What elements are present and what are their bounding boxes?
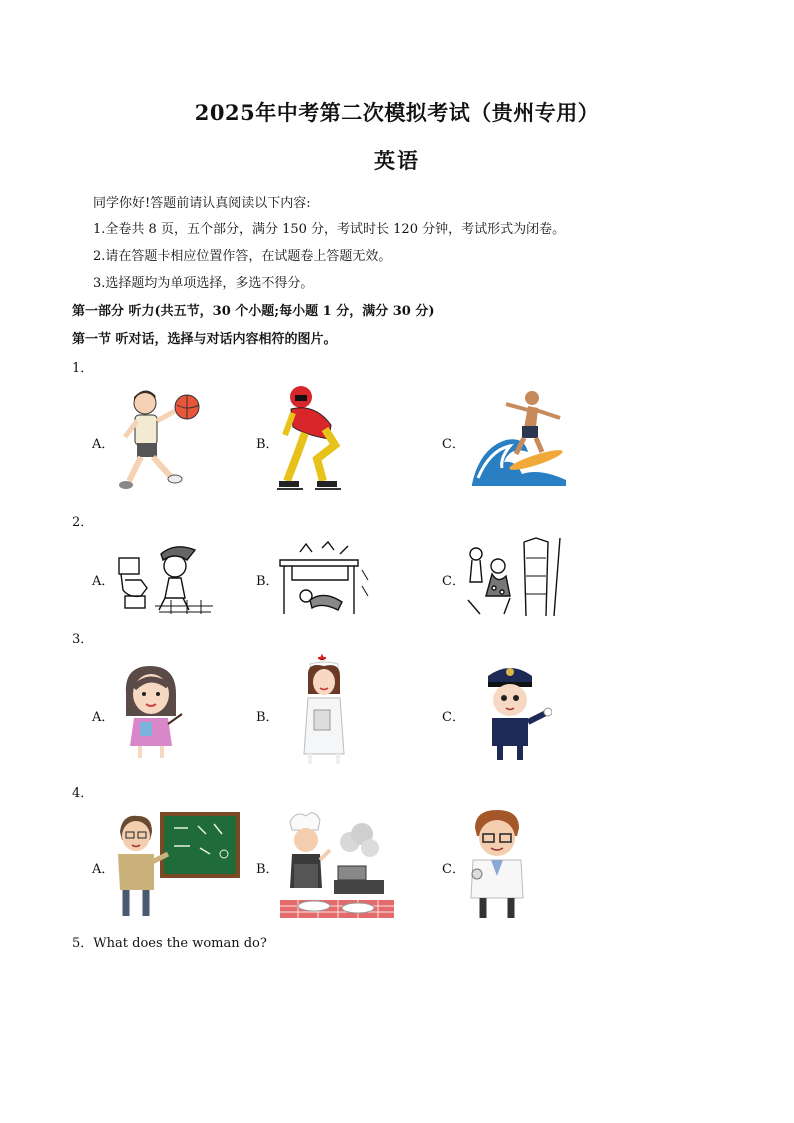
teacher-blackboard-icon: [114, 810, 242, 922]
option-label: C．: [442, 862, 465, 877]
family-moving-icon: [464, 536, 562, 618]
teacher-woman-icon: [120, 664, 186, 762]
option-label: B．: [256, 862, 279, 877]
nurse-icon: [300, 654, 350, 766]
instruction-greeting: 同学你好!答题前请认真阅读以下内容:: [93, 196, 311, 211]
surfer-icon: [470, 388, 568, 488]
question-number: 5．: [72, 936, 94, 951]
instruction-item: 3.选择题均为单项选择，多选不得分。: [93, 276, 314, 291]
option-label: C．: [442, 710, 465, 725]
instruction-item: 1.全卷共 8 页，五个部分，满分 150 分，考试时长 120 分钟，考试形式为闭卷。: [93, 222, 566, 237]
option-label: C．: [442, 574, 465, 589]
question-number: 2．: [72, 515, 94, 530]
doctor-icon: [465, 806, 529, 922]
option-label: B．: [256, 710, 279, 725]
option-label: B．: [256, 437, 279, 452]
instruction-item: 2.请在答题卡相应位置作答，在试题卷上答题无效。: [93, 249, 392, 264]
question-5: [72, 932, 267, 951]
option-label: A．: [92, 437, 115, 452]
option-label: A．: [92, 862, 115, 877]
question-text: What does the woman do?: [93, 936, 267, 951]
earthquake-table-icon: [278, 540, 370, 620]
question-number: 3．: [72, 632, 94, 647]
part-heading: 第一部分 听力(共五节，30 个小题;每小题 1 分，满分 30 分): [72, 304, 435, 319]
option-label: C．: [442, 437, 465, 452]
option-label: A．: [92, 574, 115, 589]
police-officer-icon: [482, 660, 552, 764]
chef-cooking-icon: [278, 808, 396, 920]
section-heading: 第一节 听对话，选择与对话内容相符的图片。: [72, 332, 337, 347]
question-number: 1．: [72, 361, 94, 376]
option-label: B．: [256, 574, 279, 589]
subject-title: 英语: [374, 148, 420, 173]
speed-skater-icon: [275, 383, 353, 495]
toilet-cleaning-icon: [115, 540, 215, 616]
option-label: A．: [92, 710, 115, 725]
question-number: 4．: [72, 786, 94, 801]
basketball-player-icon: [115, 385, 205, 497]
page-title: 2025年中考第二次模拟考试（贵州专用）: [194, 100, 600, 125]
